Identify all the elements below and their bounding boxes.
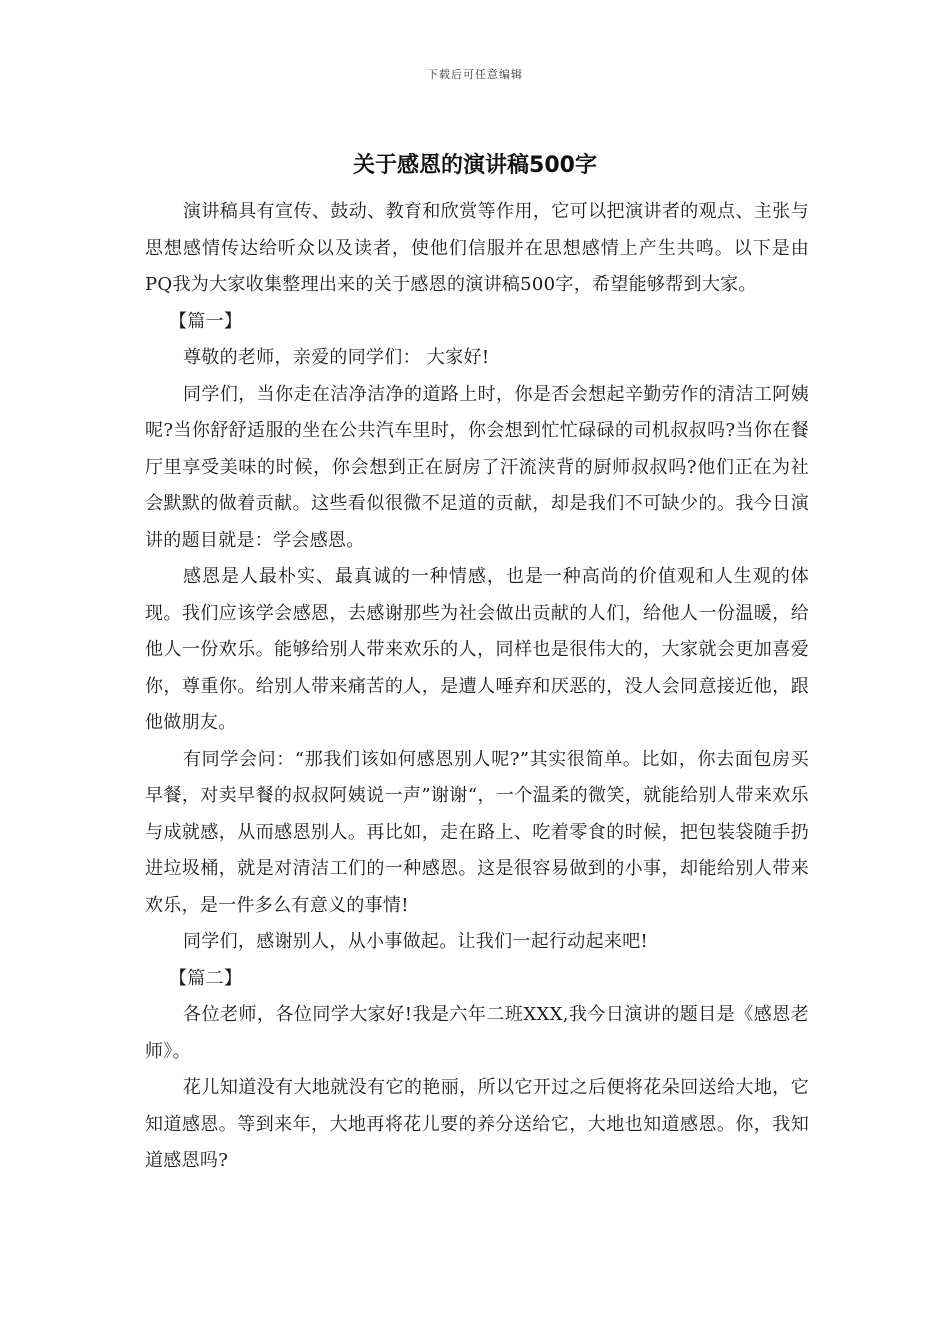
page-title: 关于感恩的演讲稿500字	[353, 153, 597, 178]
paragraph: 感恩是人最朴实、最真诚的一种情感，也是一种高尚的价值观和人生观的体现。我们应该学会感恩，去感谢那些为社会做出贡献的人们，给他人一份温暖，给他人一份欢乐。能够给别人带来欢乐的人，同样也是很伟大的，大家就会更加喜爱你，尊重你。给别人带来痛苦的人，是遭人唾弃和厌恶的，没人会同意接近他，跟他做朋友。	[145, 566, 809, 733]
paragraph: 尊敬的老师，亲爱的同学们： 大家好!	[183, 347, 490, 368]
paragraph: 有同学会问：“那我们该如何感恩别人呢?”其实很简单。比如，你去面包房买早餐，对卖早餐的叔叔阿姨说一声”谢谢“，一个温柔的微笑，就能给别人带来欢乐与成就感，从而感恩别人。再比如，走在路上、吃着零食的时候，把包装袋随手扔进垃圾桶，就是对清洁工们的一种感恩。这是很容易做到的小事，却能给别人带来欢乐，是一件多么有意义的事情!	[145, 748, 809, 916]
paragraph: 同学们，感谢别人，从小事做起。让我们一起行动起来吧!	[183, 931, 649, 952]
header-note: 下载后可任意编辑	[427, 68, 523, 81]
section-heading-1: 【篇一】	[169, 310, 243, 332]
intro-paragraph: 演讲稿具有宣传、鼓动、教育和欣赏等作用，它可以把演讲者的观点、主张与思想感情传达给听众以及读者，使他们信服并在思想感情上产生共鸣。以下是由PQ我为大家收集整理出来的关于感恩的演讲稿500字，希望能够帮到大家。	[145, 201, 809, 295]
paragraph: 花儿知道没有大地就没有它的艳丽，所以它开过之后便将花朵回送给大地，它知道感恩。等到来年，大地再将花儿要的养分送给它，大地也知道感恩。你，我知道感恩吗?	[145, 1077, 809, 1171]
section-heading-2: 【篇二】	[169, 967, 243, 989]
document-body	[145, 194, 809, 1180]
paragraph: 各位老师，各位同学大家好!我是六年二班XXX,我今日演讲的题目是《感恩老师》。	[145, 1004, 809, 1062]
paragraph: 同学们，当你走在洁净洁净的道路上时，你是否会想起辛勤劳作的清洁工阿姨呢?当你舒舒适服的坐在公共汽车里时，你会想到忙忙碌碌的司机叔叔吗?当你在餐厅里享受美味的时候，你会想到正在厨房了汗流浃背的厨师叔叔吗?他们正在为社会默默的做着贡献。这些看似很微不足道的贡献，却是我们不可缺少的。我今日演讲的题目就是：学会感恩。	[145, 383, 809, 551]
